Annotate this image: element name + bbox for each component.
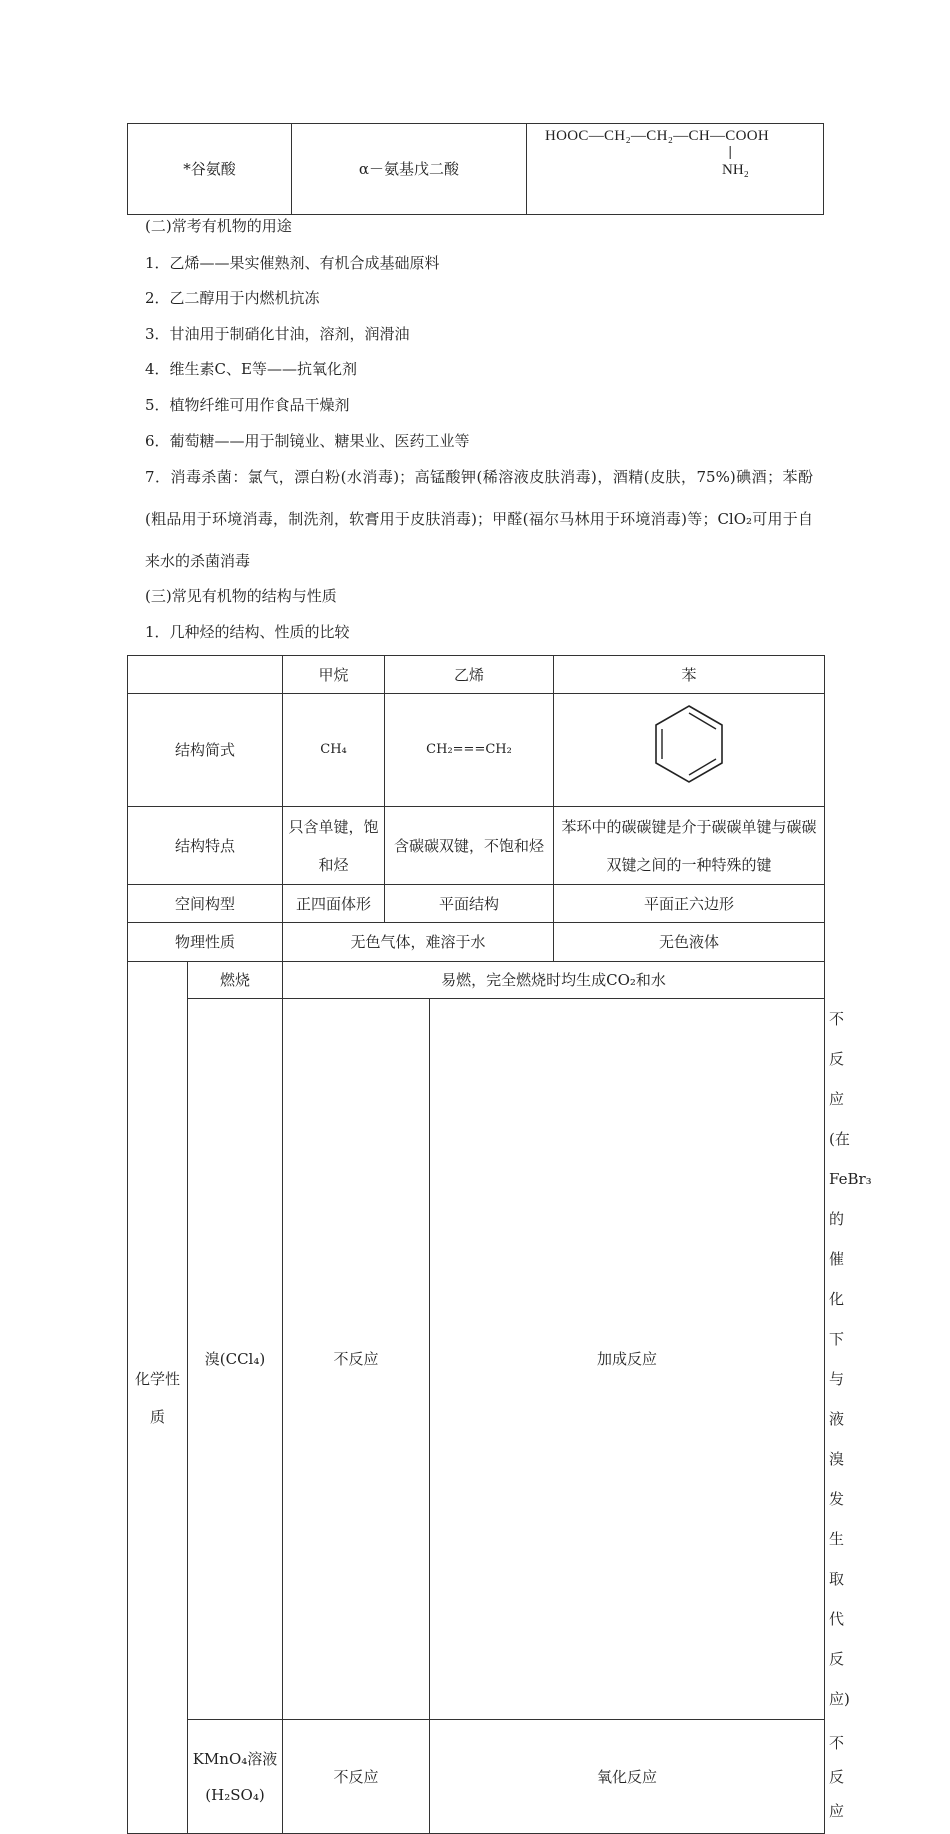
bromine-methane: 不反应 [283,999,430,1720]
section3-subheading: 1．几种烃的结构、性质的比较 [145,623,350,641]
benzene-physical: 无色液体 [554,923,825,962]
kmno4-methane: 不反应 [283,1720,430,1834]
table-row [128,962,825,999]
header-methane: 甲烷 [283,656,385,694]
header-benzene-label: 苯 [681,665,697,684]
table-row [128,885,825,923]
methane-ethylene-physical: 无色气体，难溶于水 [283,923,554,962]
row-label: 空间构型 [128,885,283,923]
systematic-name: α－氨基戊二酸 [292,124,527,215]
list-item: 5．植物纤维可用作食品干燥剂 [145,396,350,414]
list-item: 6．葡萄糖——用于制镜业、糖果业、医药工业等 [145,432,470,450]
row-label: 结构特点 [128,807,283,885]
structural-formula [527,124,824,215]
list-item: 3．甘油用于制硝化甘油，溶剂，润滑油 [145,325,410,343]
table-row [128,656,825,694]
combustion-value: 易燃，完全燃烧时均生成CO₂和水 [283,962,825,999]
header-empty [128,656,283,694]
ethylene-formula: CH₂===CH₂ [385,694,554,807]
list-item: 4．维生素C、E等——抗氧化剂 [145,360,357,378]
section3-heading: (三)常见有机物的结构与性质 [145,587,337,605]
kmno4-ethylene: 氧化反应 [430,1720,825,1834]
kmno4-label: KMnO₄溶液(H₂SO₄) [188,1720,283,1834]
list-item: 7．消毒杀菌：氯气，漂白粉(水消毒)；高锰酸钾(稀溶液皮肤消毒)，酒精(皮肤，75%)碘酒；苯酚(粗品用于环境消毒，制洗剂，软膏用于皮肤消毒)；甲醛(福尔马林用于环境消毒)等；ClO₂可用于自来水的杀菌消毒 [145,468,813,570]
ethylene-geometry: 平面结构 [385,885,554,923]
bromine-ethylene: 加成反应 [430,999,825,1720]
table-row: KMnO₄溶液(H₂SO₄) 不反应 氧化反应 不反应 [128,1720,825,1834]
table-row: 溴(CCl₄) 不反应 加成反应 不反应(在FeBr₃的催化下与液溴发生取代反应) [128,999,825,1720]
formula-branch-bond: | [728,145,733,160]
table-row [128,124,824,215]
table-row [128,694,825,807]
list-item: 1．乙烯——果实催熟剂、有机合成基础原料 [145,254,440,272]
table-row [128,807,825,885]
formula-main: HOOC—CH₂—CH₂—CH—COOH [545,128,769,144]
header-benzene [554,656,825,694]
ethylene-feature: 含碳碳双键，不饱和烃 [385,807,554,885]
formula-branch: NH₂ [722,162,749,178]
section2-heading: (二)常考有机物的用途 [145,217,292,235]
benzene-structure [554,694,825,807]
methane-feature: 只含单键，饱和烃 [283,807,385,885]
benzene-feature: 苯环中的碳碳键是介于碳碳单键与碳碳双键之间的一种特殊的键 [554,807,825,885]
glutamic-acid-table [127,123,824,215]
methane-formula: CH₄ [283,694,385,807]
compound-name: *谷氨酸 [128,124,292,215]
bromine-label: 溴(CCl₄) [188,999,283,1720]
hydrocarbon-comparison-table [127,655,872,1834]
benzene-ring-icon [644,699,734,789]
combustion-label: 燃烧 [188,962,283,999]
list-item: 2．乙二醇用于内燃机抗冻 [145,289,320,307]
header-ethylene: 乙烯 [385,656,554,694]
row-label: 物理性质 [128,923,283,962]
benzene-geometry: 平面正六边形 [554,885,825,923]
row-label: 结构简式 [128,694,283,807]
methane-geometry: 正四面体形 [283,885,385,923]
table-row [128,923,825,962]
chemical-label: 化学性质 [128,962,188,1834]
